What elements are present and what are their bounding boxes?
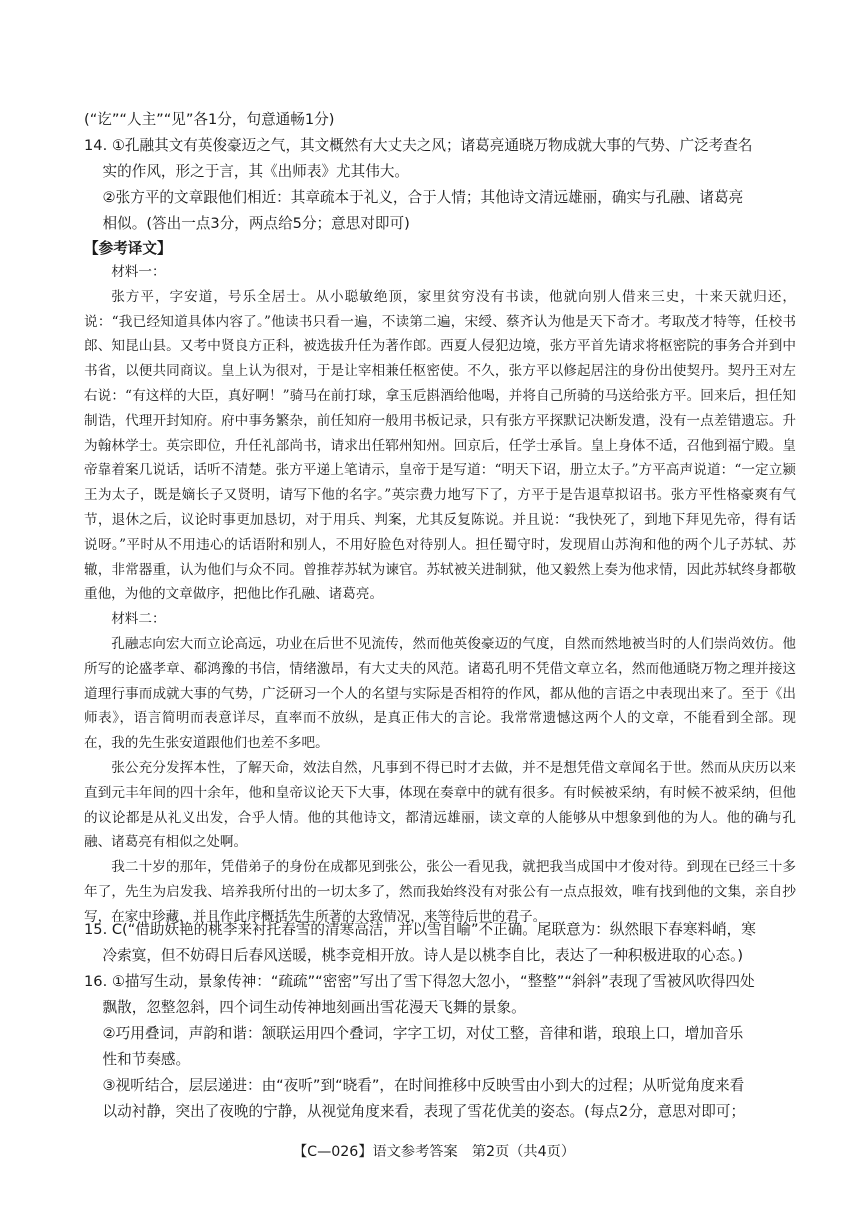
material-two-paragraph: 孔融志向宏大而立论高远，功业在后世不见流传，然而他英俊豪迈的气度，自然而然地被当时的人们崇尚效仿。他所写的论盛孝章、郗鸿豫的书信，情绪激昂，有大丈夫的风范。诸葛孔明不凭借文章立名，然而他通晓万物之理并接这道理行事而成就大事的气势，广泛研习一个人的名望与实际是否相符的作风，都从他的言语之中表现出来了。至于《出师表》，语言简明而表意详尽，直率而不放纵，是真正伟大的言论。我常常遗憾这两个人的文章，不能看到全部。现在，我的先生张安道跟他们也差不多吧。 (84, 635, 796, 752)
q14-answer-line: 相似。(答出一点3分，两点给5分；意思对即可) (84, 215, 410, 232)
q16-answer-line: ②巧用叠词，声韵和谐：颔联运用四个叠词，字字工切，对仗工整，音律和谐，琅琅上口，增加音乐 (84, 1025, 744, 1042)
material-one-title: 材料一： (111, 264, 166, 280)
q14-answer-line: ②张方平的文章跟他们相近：其章疏本于礼义，合于人情；其他诗文清远雄丽，确实与孔融、诸葛亮 (84, 189, 744, 206)
q16-answer-line: 16. ①描写生动，景象传神：“疏疏”“密密”写出了雪下得忽大忽小，“整整”“斜斜”表现了雪被风吹得四处 (84, 973, 755, 990)
q15-answer-line: 15. C(“借助妖艳的桃李来衬托春雪的清寒高洁，并以雪自喻”不正确。尾联意为：纵然眼下春寒料峭，寒 (84, 921, 756, 938)
q16-answer-line: 飘散，忽整忽斜，四个词生动传神地刻画出雪花漫天飞舞的景象。 (84, 999, 526, 1016)
q16-answer-line: ③视听结合，层层递进：由“夜听”到“晓看”，在时间推移中反映雪由小到大的过程；从听觉角度来看 (84, 1077, 745, 1094)
page-footer: 【C—026】语文参考答案 第2页（共4页） (292, 1144, 576, 1160)
material-two-paragraph: 我二十岁的那年，凭借弟子的身份在成都见到张公，张公一看见我，就把我当成国中才俊对待。到现在已经三十多年了，先生为启发我、培养我所付出的一切太多了，然而我始终没有对张公有一点点报效，唯有找到他的文集，亲自抄写，在家中珍藏，并且作此序概括先生所著的大致情况，来等待后世的君子。 (84, 859, 796, 925)
q16-answer-line: 性和节奏感。 (84, 1051, 191, 1068)
q16-answer-line: 以动衬静，突出了夜晚的宁静，从视觉角度来看，表现了雪花优美的姿态。(每点2分，意思对即可； (84, 1103, 746, 1120)
material-one-text: 张方平，字安道，号乐全居士。从小聪敏绝顶，家里贫穷没有书读，他就向别人借来三史，十来天就归还，说：“我已经知道具体内容了。”他读书只看一遍，不读第二遍，宋绶、蔡齐认为他是天下奇才。考取茂才特等，任校书郎、知昆山县。又考中贤良方正科，被选拔升任为著作郎。西夏人侵犯边境，张方平首先请求将枢密院的事务合并到中书省，以便共同商议。皇上认为很对，于是让宰相兼任枢密使。不久，张方平以修起居注的身份出使契丹。契丹王对左右说：“有这样的大臣，真好啊！”骑马在前打球，拿玉卮斟酒给他喝，并将自己所骑的马送给张方平。回来后，担任知制诰，代理开封知府。府中事务繁杂，前任知府一般用书板记录，只有张方平探默记决断发遣，没有一点差错遗忘。升为翰林学士。英宗即位，升任礼部尚书，请求出任郓州知州。回京后，任学士承旨。皇上身体不适，召他到福宁殿。皇帝靠着案几说话，话听不清楚。张方平递上笔请示，皇帝于是写道：“明天下诏，册立太子。”方平高声说道：“一定立颍王为太子，既是嫡长子又贤明，请写下他的名字。”英宗费力地写下了，方平于是告退草拟诏书。张方平性格豪爽有气节，退休之后，议论时事更加恳切，对于用兵、判案，尤其反复陈说。并且说：“我快死了，到地下拜见先帝，得有话说呀。”平时从不用违心的话语附和别人，不用好脸色对待别人。担任蜀守时，发现眉山苏洵和他的两个儿子苏轼、苏辙，非常器重，认为他们与众不同。曾推荐苏轼为谏官。苏轼被关进制狱，他又毅然上奏为他求情，因此苏轼终身都敬重他，为他的文章做序，把他比作孔融、诸葛亮。 (84, 288, 796, 603)
material-two-paragraph: 张公充分发挥本性，了解天命，效法自然，凡事到不得已时才去做，并不是想凭借文章闻名于世。然而从庆历以来直到元丰年间的四十余年，他和皇帝议论天下大事，体现在奏章中的就有很多。有时候被采纳，有时候不被采纳，但他的议论都是从礼义出发，合乎人情。他的其他诗文，都清远雄丽，读文章的人能够从中想象到他的为人。他的确与孔融、诸葛亮有相似之处啊。 (84, 759, 796, 851)
translation-header: 【参考译文】 (84, 240, 172, 257)
translation-body (84, 260, 796, 930)
material-two-title: 材料二： (111, 611, 166, 628)
q15-answer-line: 冷索寞，但不妨碍日后春风送暖，桃李竞相开放。诗人是以桃李自比，表达了一种积极进取的心态。) (84, 947, 744, 964)
q13-scoring-note: (“讫”“人主”“见”各1分，句意通畅1分) (84, 111, 335, 128)
q14-answer-line: 实的作风，形之于言，其《出师表》尤其伟大。 (84, 163, 410, 180)
q14-answer-line: 14. ①孔融其文有英俊豪迈之气，其文概然有大丈夫之风；诸葛亮通晓万物成就大事的气势、广泛考查名 (84, 137, 753, 154)
